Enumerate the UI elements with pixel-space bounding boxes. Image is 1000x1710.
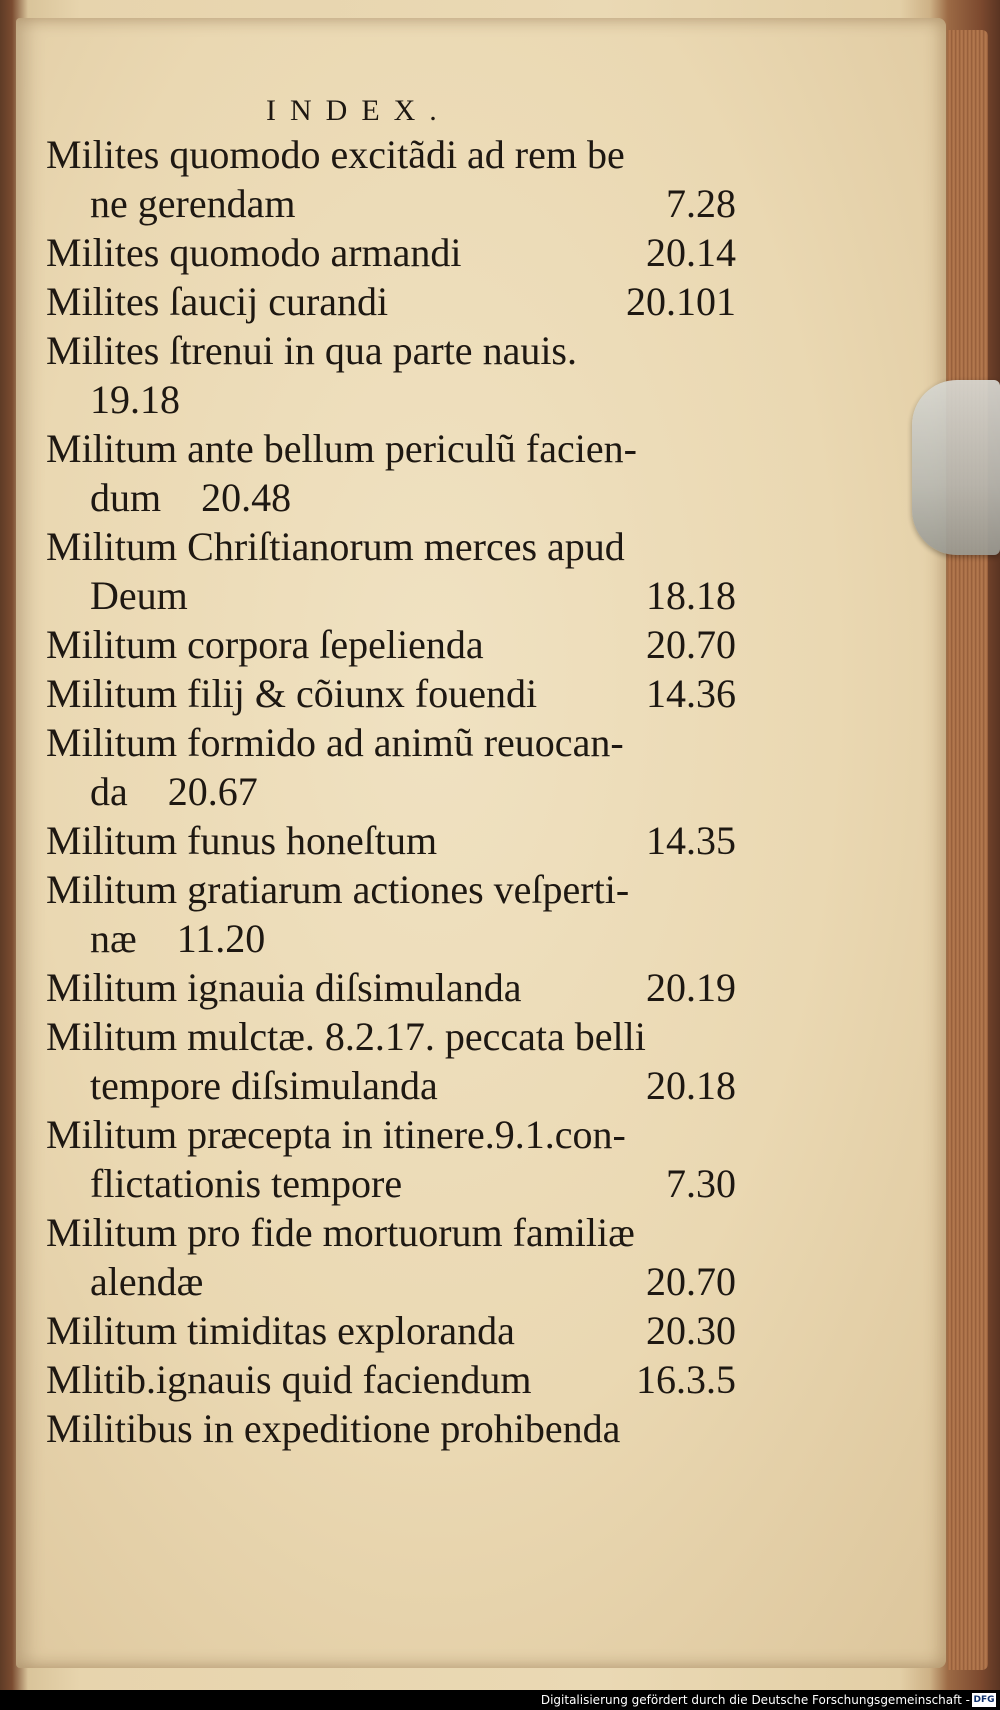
index-entry-line [46,1061,736,1110]
entry-reference: 7.28 [666,181,736,226]
entry-text: Militum formido ad animũ reuocan- [46,720,624,765]
entry-text: næ [90,916,137,961]
dfg-logo: DFG [973,1695,995,1705]
entry-text: Militum timiditas exploranda [46,1308,515,1353]
entry-text: Militibus in expeditione prohibenda [46,1406,621,1451]
entry-text: Militum præcepta in itinere.9.1.con- [46,1112,626,1157]
index-page [16,18,946,1668]
entry-text: flictationis tempore [90,1161,403,1206]
index-entry-line [46,620,736,669]
index-entry-line [46,424,736,473]
index-entry-line [46,1012,736,1061]
index-entry-line [46,277,736,326]
index-entry-line [46,522,736,571]
index-entry-line [46,571,736,620]
entry-text: Militum funus honeſtum [46,818,438,863]
index-entry-line [46,865,736,914]
entry-text: Milites ſtrenui in qua parte nauis. [46,328,577,373]
index-entry-line [46,1306,736,1355]
index-entry-line [46,130,736,179]
digitization-footer [0,1690,1000,1710]
entry-text: Militum Chriſtianorum merces apud [46,524,625,569]
entry-reference: 7.30 [666,1161,736,1206]
entry-reference: 14.36 [646,671,736,716]
entry-reference: 11.20 [176,916,266,961]
index-entry-line [46,669,736,718]
index-entry-line [46,473,736,522]
index-entry-line [46,1208,736,1257]
index-entry-line [46,816,736,865]
index-entry-line [46,767,736,816]
index-entry-line [46,375,736,424]
index-entry-line [46,179,736,228]
running-head: INDEX. [266,94,451,127]
entry-text: Militum gratiarum actiones veſperti- [46,867,630,912]
entry-reference: 20.101 [626,279,736,324]
index-entry-line [46,326,736,375]
entry-reference: 20.70 [646,1259,736,1304]
index-entry-line [46,1159,736,1208]
index-entry-line [46,1355,736,1404]
index-entry-line [46,1110,736,1159]
entry-text: alendæ [90,1259,204,1304]
index-entry-line [46,228,736,277]
entry-text: Milites quomodo armandi [46,230,462,275]
index-entry-line [46,1257,736,1306]
entry-text: ne gerendam [90,181,296,226]
entry-reference: 14.35 [646,818,736,863]
entry-reference: 20.30 [646,1308,736,1353]
entry-reference: 20.14 [646,230,736,275]
entry-text: 19.18 [90,377,180,422]
entry-text: Mlitib.ignauis quid faciendum [46,1357,532,1402]
entry-text: Militum filij & cõiunx fouendi [46,671,538,716]
entry-reference: 20.19 [646,965,736,1010]
entry-text: Militum ignauia diſsimulanda [46,965,522,1010]
footer-text: Digitalisierung gefördert durch die Deutsche Forschungsgemeinschaft - [540,1693,970,1707]
entry-text: Militum mulctæ. 8.2.17. peccata belli [46,1014,646,1059]
entry-reference: 20.48 [201,475,292,520]
entry-text: da [90,769,128,814]
page-edges [948,30,988,1670]
entry-reference: 20.18 [646,1063,736,1108]
entry-text: Militum corpora ſepelienda [46,622,484,667]
entry-reference: 20.67 [167,769,258,814]
index-entries [46,130,736,1453]
entry-text: Milites ſaucij curandi [46,279,389,324]
index-entry-line [46,963,736,1012]
index-entry-line [46,718,736,767]
entry-reference: 16.3.5 [636,1357,736,1402]
entry-text: Milites quomodo excitãdi ad rem be [46,132,625,177]
index-entry-line [46,1404,736,1453]
entry-text: tempore diſsimulanda [90,1063,438,1108]
entry-text: Deum [90,573,188,618]
entry-text: dum [90,475,162,520]
entry-reference: 18.18 [646,573,736,618]
page-clip [912,380,1000,555]
entry-reference: 20.70 [646,622,736,667]
index-entry-line [46,914,736,963]
entry-text: Militum ante bellum periculũ facien- [46,426,637,471]
entry-text: Militum pro fide mortuorum familiæ [46,1210,635,1255]
